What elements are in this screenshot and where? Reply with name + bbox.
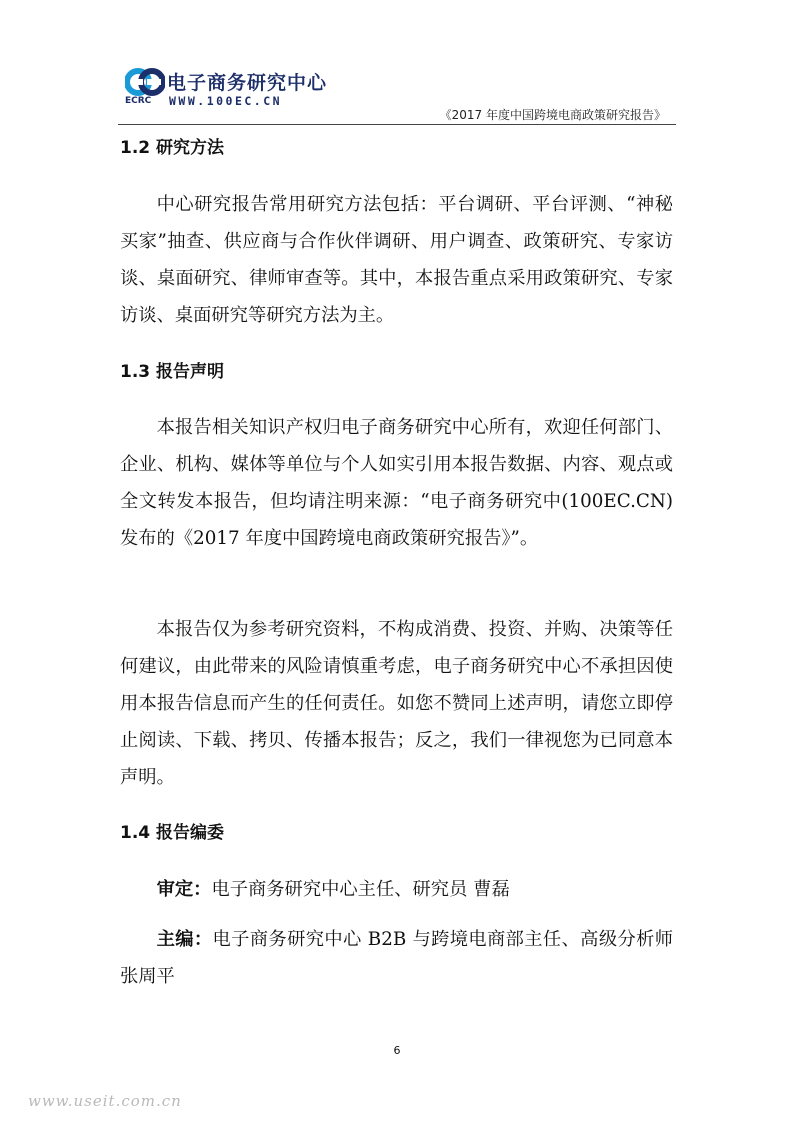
page-number: 6 — [393, 1044, 401, 1057]
document-title: 《2017 年度中国跨境电商政策研究报告》 — [439, 108, 666, 122]
watermark: www.useit.com.cn — [28, 1092, 182, 1110]
paragraph-disclaimer: 本报告仅为参考研究资料，不构成消费、投资、并购、决策等任何建议，由此带来的风险请慎重考虑，电子商务研究中心不承担因使用本报告信息而产生的任何责任。如您不赞同上述声明，请您立即停止阅读、下载、拷贝、传播本报告；反之，我们一律视您为已同意本声明。 — [120, 619, 673, 788]
paragraph-copyright: 本报告相关知识产权归电子商务研究中心所有，欢迎任何部门、企业、机构、媒体等单位与个人如实引用本报告数据、内容、观点或全文转发本报告，但均请注明来源：“电子商务研究中(100EC.CN)发布的《2017 年度中国跨境电商政策研究报告》”。 — [120, 417, 673, 549]
logo-abbreviation: ECRC — [125, 96, 152, 106]
editorial-chief-editor — [120, 921, 673, 995]
header-divider — [118, 124, 676, 125]
editor-text: 电子商务研究中心 B2B 与跨境电商部主任、高级分析师 张周平 — [120, 929, 674, 987]
reviewer-label: 审定： — [156, 879, 212, 900]
reviewer-text: 电子商务研究中心主任、研究员 曹磊 — [211, 879, 510, 900]
paragraph-research-methods: 中心研究报告常用研究方法包括：平台调研、平台评测、“神秘买家”抽查、供应商与合作伙伴调研、用户调查、政策研究、专家访谈、桌面研究、律师审查等。其中，本报告重点采用政策研究、专家访谈、桌面研究等研究方法为主。 — [120, 194, 673, 326]
editorial-reviewer — [120, 871, 673, 908]
ecrc-logo — [125, 66, 328, 112]
editor-label: 主编： — [156, 929, 213, 950]
logo-brand-name: 电子商务研究中心 — [167, 72, 328, 94]
logo-url: WWW.100EC.CN — [169, 94, 283, 108]
section-heading-research-methods: 1.2 研究方法 — [120, 138, 225, 158]
section-heading-editorial-board: 1.4 报告编委 — [120, 823, 225, 843]
section-heading-report-statement: 1.3 报告声明 — [120, 362, 225, 382]
